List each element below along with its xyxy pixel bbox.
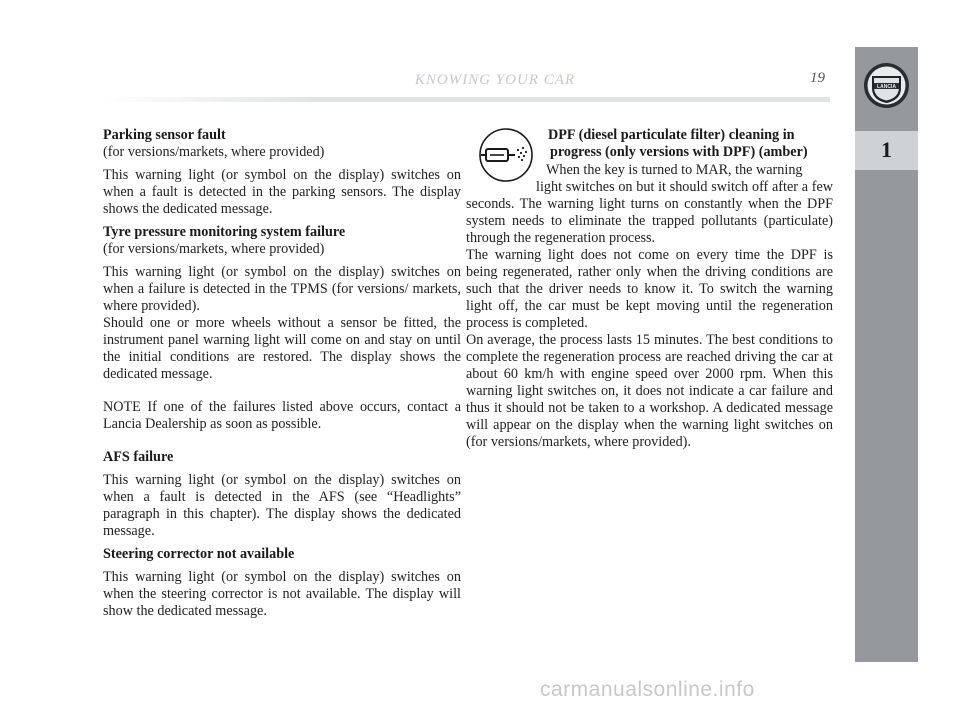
dpf-para1-rest: light switches on but it should switch off after a few seconds. The warning light turns on constantly when the DPF system needs to eliminate the trapped pollutants (particulate) through the regeneration process. bbox=[466, 179, 833, 246]
afs-heading: AFS failure bbox=[103, 449, 174, 465]
running-header-title: KNOWING YOUR CAR bbox=[414, 72, 576, 88]
chapter-block bbox=[855, 131, 918, 170]
parking-sensor-heading: Parking sensor fault bbox=[103, 127, 226, 143]
header-rule bbox=[100, 97, 830, 102]
tpms-heading: Tyre pressure monitoring system failure bbox=[103, 224, 346, 240]
dpf-para2: The warning light does not come on every time the DPF is being regenerated, rather only when the driving conditions are such that the driver needs to know it. To switch the warning light off, the car must be kept moving until the regeneration process is completed. bbox=[466, 247, 833, 331]
tpms-body-1: This warning light (or symbol on the display) switches on when a failure is detected in the TPMS (for versions/ markets, where provided). bbox=[103, 264, 461, 314]
dpf-para1-line1: When the key is turned to MAR, the warning bbox=[546, 162, 803, 178]
watermark: carmanualsonline.info bbox=[540, 678, 755, 701]
svg-text:LANCIA: LANCIA bbox=[877, 84, 896, 90]
tpms-body-2: Should one or more wheels without a sensor be fitted, the instrument panel warning light will come on and stay on until the initial conditions are restored. The display shows the dedicated message. bbox=[103, 315, 461, 382]
parking-sensor-body: This warning light (or symbol on the display) switches on when a fault is detected in the parking sensors. The display shows the dedicated message. bbox=[103, 167, 461, 217]
afs-body: This warning light (or symbol on the display) switches on when a fault is detected in the AFS (see “Headlights” paragraph in this chapter). The display shows the dedicated message. bbox=[103, 472, 461, 539]
parking-sensor-subheading: (for versions/markets, where provided) bbox=[103, 144, 325, 160]
steering-heading: Steering corrector not available bbox=[103, 546, 295, 562]
right-column bbox=[466, 162, 833, 451]
steering-body: This warning light (or symbol on the display) switches on when the steering corrector is not available. The display will show the dedicated message. bbox=[103, 569, 461, 619]
dpf-para3: On average, the process lasts 15 minutes. The best conditions to complete the regeneration process are reached driving the car at about 60 km/h with engine speed over 2000 rpm. When this warning light switches on, it does not indicate a car failure and thus it should not be taken to a workshop. A dedicated message will appear on the display when the warning light switches on (for versions/markets, where provided). bbox=[466, 332, 833, 450]
page-number: 19 bbox=[810, 70, 825, 86]
lancia-logo-icon bbox=[863, 62, 910, 109]
left-column bbox=[103, 127, 461, 620]
dpf-heading-line1: DPF (diesel particulate filter) cleaning in bbox=[548, 127, 795, 143]
tpms-subheading: (for versions/markets, where provided) bbox=[103, 241, 325, 257]
dpf-heading bbox=[548, 127, 838, 161]
failure-note: NOTE If one of the failures listed above occurs, contact a Lancia Dealership as soon as possible. bbox=[103, 399, 461, 432]
dpf-heading-line2: progress (only versions with DPF) (amber) bbox=[550, 144, 808, 160]
chapter-number: 1 bbox=[881, 137, 892, 162]
